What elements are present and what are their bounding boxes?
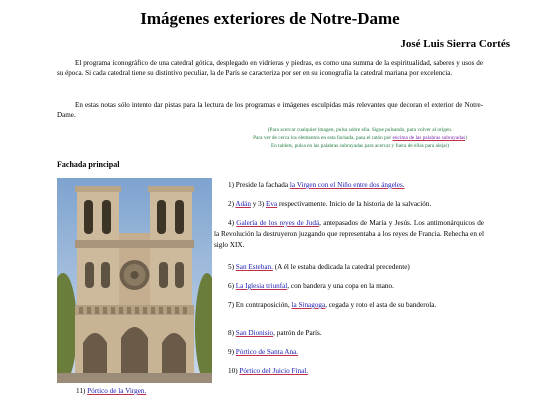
item-number: 9) — [228, 348, 236, 356]
list-item-10 — [228, 366, 308, 377]
instructions-text-end: ) — [465, 135, 467, 141]
link-portico-virgen[interactable]: Pórtico de la Virgen. — [87, 387, 147, 395]
cathedral-facade-image[interactable] — [57, 178, 212, 383]
list-item-9 — [228, 347, 298, 358]
section-heading: Fachada principal — [57, 160, 120, 169]
list-item-2 — [228, 199, 431, 210]
list-item-11 — [76, 386, 146, 397]
link-virgen-nino[interactable]: la Virgen con el Niño entre dos ángeles. — [289, 181, 405, 189]
item-text: , cegada y roto el asta de su banderola. — [325, 301, 437, 309]
item-number: 2) — [228, 200, 236, 208]
link-portico-santa-ana[interactable]: Pórtico de Santa Ana. — [235, 348, 299, 356]
instructions-text: Para ver de cerca los elementos en esta fachada, pasa el ratón por — [253, 135, 393, 141]
list-item-5 — [228, 262, 410, 273]
list-item-7 — [214, 300, 484, 311]
cathedral-illustration — [57, 178, 212, 383]
intro-paragraph-2: En estas notas sólo intento dar pistas para la lectura de los programas e imágenes esculpidas más relevantes que decoran el exterior de Notre-Dame. — [57, 101, 483, 119]
item-number: 5) — [228, 263, 236, 271]
item-text: , con bandera y una copa en la mano. — [287, 282, 394, 290]
link-adan[interactable]: Adán — [235, 200, 251, 208]
item-number: 4) — [228, 219, 237, 227]
link-galeria-reyes[interactable]: Galería de los reyes de Judá — [236, 219, 320, 227]
item-number: 1) Preside la fachada — [228, 181, 290, 189]
author-name: José Luis Sierra Cortés — [400, 38, 510, 50]
link-san-esteban[interactable]: San Esteban. — [235, 263, 273, 271]
list-item-8 — [228, 328, 322, 339]
intro-paragraph-1: El programa iconográfico de una catedral gótica, desplegado en vidrieras y piedras, es como una summa de la espiritualidad, saberes y usos de su época. Si cada catedral tiene su distintivo peculiar, la de París se caracteriza por ser en su iconografía la catedral mariana por excelencia. — [57, 59, 483, 77]
link-eva[interactable]: Eva — [265, 200, 278, 208]
instructions-line-2 — [200, 135, 520, 142]
item-text: respectivamente. Inicio de la historia de la salvación. — [277, 200, 432, 208]
item-text: (A él le estaba dedicada la catedral precedente) — [272, 263, 410, 271]
item-text: y 3) — [250, 200, 266, 208]
list-item-4 — [214, 218, 484, 251]
list-item-6 — [228, 281, 394, 292]
item-number: 7) En contraposición, — [228, 301, 292, 309]
link-iglesia-triunfal[interactable]: La Iglesia triunfal — [235, 282, 288, 290]
instructions-line-3: En tablets, pulsa en las palabras subrayadas para acercar y fuera de ellas para alejar) — [270, 143, 450, 149]
page-title: Imágenes exteriores de Notre-Dame — [140, 9, 400, 28]
item-text: , antepasados de María y Jesús. Los antimonárquicos de la Revolución la destruyeron juzgando que representaba a los reyes de Francia. Rehecha en el siglo XIX. — [214, 219, 484, 249]
link-portico-juicio-final[interactable]: Pórtico del Juicio Final. — [239, 367, 309, 375]
list-item-1 — [228, 180, 405, 191]
item-number: 6) — [228, 282, 236, 290]
link-san-dionisio[interactable]: San Dionisio — [235, 329, 274, 337]
instructions-line-1: (Para acercar cualquier imagen, pulsa sobre ella. Sigue pulsando, para volver al origen. — [267, 127, 453, 133]
link-sinagoga[interactable]: la Sinagoga — [291, 301, 326, 309]
item-number: 11) — [76, 387, 88, 395]
instructions-link[interactable]: encima de las palabras subrayadas — [392, 135, 466, 141]
item-number: 8) — [228, 329, 236, 337]
item-number: 10) — [228, 367, 240, 375]
item-text: , patrón de París. — [273, 329, 322, 337]
